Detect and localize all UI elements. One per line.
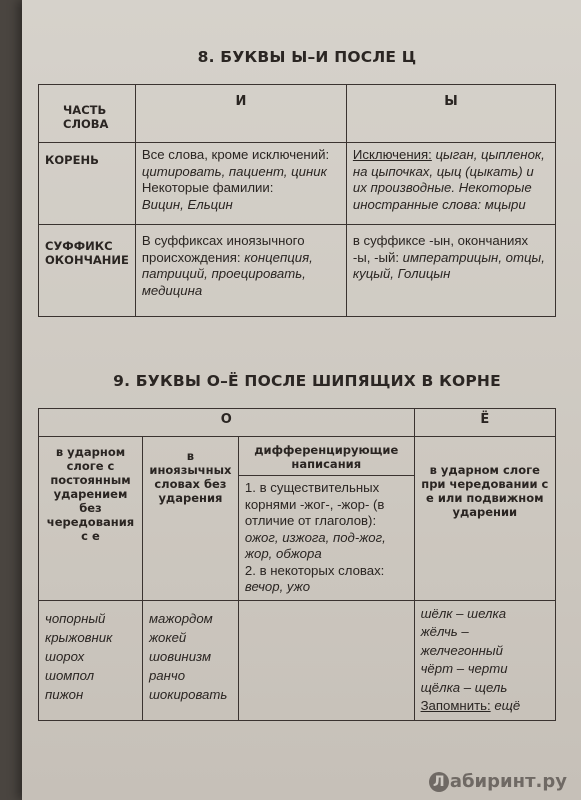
col2-word: мажордом [148, 610, 213, 626]
book-page [22, 0, 581, 800]
col3-line2: ожог, изжога, под-жог, жор, обжора [244, 529, 386, 561]
col3-line4: вечор, ужо [244, 579, 311, 594]
sub-stressed-constant [39, 437, 143, 601]
table-9-subheader-row [39, 437, 556, 601]
row-root-label-text: КОРЕНЬ [45, 153, 99, 167]
head-i [135, 85, 346, 143]
col2-word: жокей [148, 629, 187, 645]
sub-stressed-alternating [414, 437, 555, 601]
sub-differentiating [238, 437, 414, 601]
col4-word: желчегонный [420, 642, 503, 658]
row-root-i-line4: Вицин, Ельцин [141, 196, 233, 212]
head-part-of-word [39, 85, 136, 143]
col1-word: крыжовник [45, 629, 113, 645]
head-y-text: Ы [444, 94, 458, 109]
table-8-row-root [39, 143, 556, 225]
sub1-text: в ударном слоге с постоянным ударением без чередования с е [46, 445, 135, 543]
head-o-text: О [220, 412, 232, 427]
row-root-y [346, 143, 555, 225]
col2-word: шовинизм [148, 648, 212, 664]
labirint-watermark [429, 771, 567, 792]
head-yo-text: Ё [480, 412, 490, 427]
sub4-text: в ударном слоге при чередовании с е или подвижном ударении [421, 463, 549, 519]
sub3-header [239, 437, 414, 476]
table-9-header-row [39, 409, 556, 437]
section-9-title: 9. БУКВЫ О–Ё ПОСЛЕ ШИПЯЩИХ В КОРНЕ [113, 372, 501, 390]
col4-remember [421, 697, 549, 716]
col1-word: пижон [45, 686, 84, 702]
sub3-body [239, 476, 414, 600]
col3-line1: 1. в существительных корнями -жог-, -жор- (в отличие от глаголов): [244, 480, 385, 528]
row-suffix-y-words: императрицын, отцы, куцый, Голицын [352, 249, 545, 281]
col2-word: шокировать [148, 686, 228, 702]
col4-words [414, 600, 555, 720]
col3-line3: 2. в некоторых словах: [244, 562, 385, 578]
row-root-i [135, 143, 346, 225]
col1-words [39, 600, 143, 720]
head-o [39, 409, 415, 437]
row-root-i-line2: цитировать, пациент, циник [141, 163, 327, 179]
head-part-text: ЧАСТЬ СЛОВА [63, 103, 109, 131]
col1-word: чопорный [45, 610, 106, 626]
row-suffix-label [39, 225, 136, 317]
col2-words [142, 600, 238, 720]
head-y [346, 85, 555, 143]
col1-word: шорох [45, 648, 85, 664]
table-8-row-suffix [39, 225, 556, 317]
sub2-text: в иноязычных словах без ударения [149, 449, 232, 505]
head-yo [414, 409, 555, 437]
col4-word: шёлк – шелка [420, 605, 507, 621]
table-9-words-row [39, 600, 556, 720]
row-suffix-i [135, 225, 346, 317]
col1-word: шомпол [45, 667, 95, 683]
remember-label: Запомнить: [420, 698, 491, 713]
col2-word: ранчо [148, 667, 186, 683]
row-suffix-i-words: концепция, патриций, проецировать, медицина [141, 249, 313, 298]
sub-foreign-unstressed [142, 437, 238, 601]
row-suffix-y-line1: в суффиксе -ын, окончаниях -ы, -ый: [352, 233, 529, 265]
table-8 [38, 84, 556, 317]
watermark-text: абиринт.ру [449, 771, 567, 792]
row-root-y-words: цыган, цыпленок, на цыпочках, цыц (цыкать) и их производные. Некоторые иностранные слова: [352, 147, 545, 212]
row-root-y-mtsyri: мцыри [484, 196, 526, 212]
row-root-y-exceptions: Исключения: [352, 147, 432, 162]
col3-empty [238, 600, 414, 720]
section-8-title: 8. БУКВЫ Ы–И ПОСЛЕ Ц [197, 48, 417, 66]
labirint-logo-icon: Л [429, 772, 449, 792]
row-suffix-label-text: СУФФИКС ОКОНЧАНИЕ [45, 239, 129, 267]
remember-word: ещё [494, 698, 521, 713]
table-8-header-row [39, 85, 556, 143]
row-root-i-line3: Некоторые фамилии: [141, 180, 274, 195]
row-root-label [39, 143, 136, 225]
col4-word: чёрт – черти [420, 661, 508, 676]
table-9 [38, 408, 556, 721]
head-i-text: И [235, 94, 247, 109]
row-root-i-line1: Все слова, кроме исключений: [141, 147, 330, 162]
row-suffix-i-line1: В суффиксах иноязычного происхождения: [141, 233, 305, 265]
row-suffix-y [346, 225, 555, 317]
sub3-text: дифференцирующие написания [254, 443, 399, 471]
col4-word: щёлка – щель [420, 679, 508, 695]
col4-word: жёлчь – [420, 624, 469, 639]
